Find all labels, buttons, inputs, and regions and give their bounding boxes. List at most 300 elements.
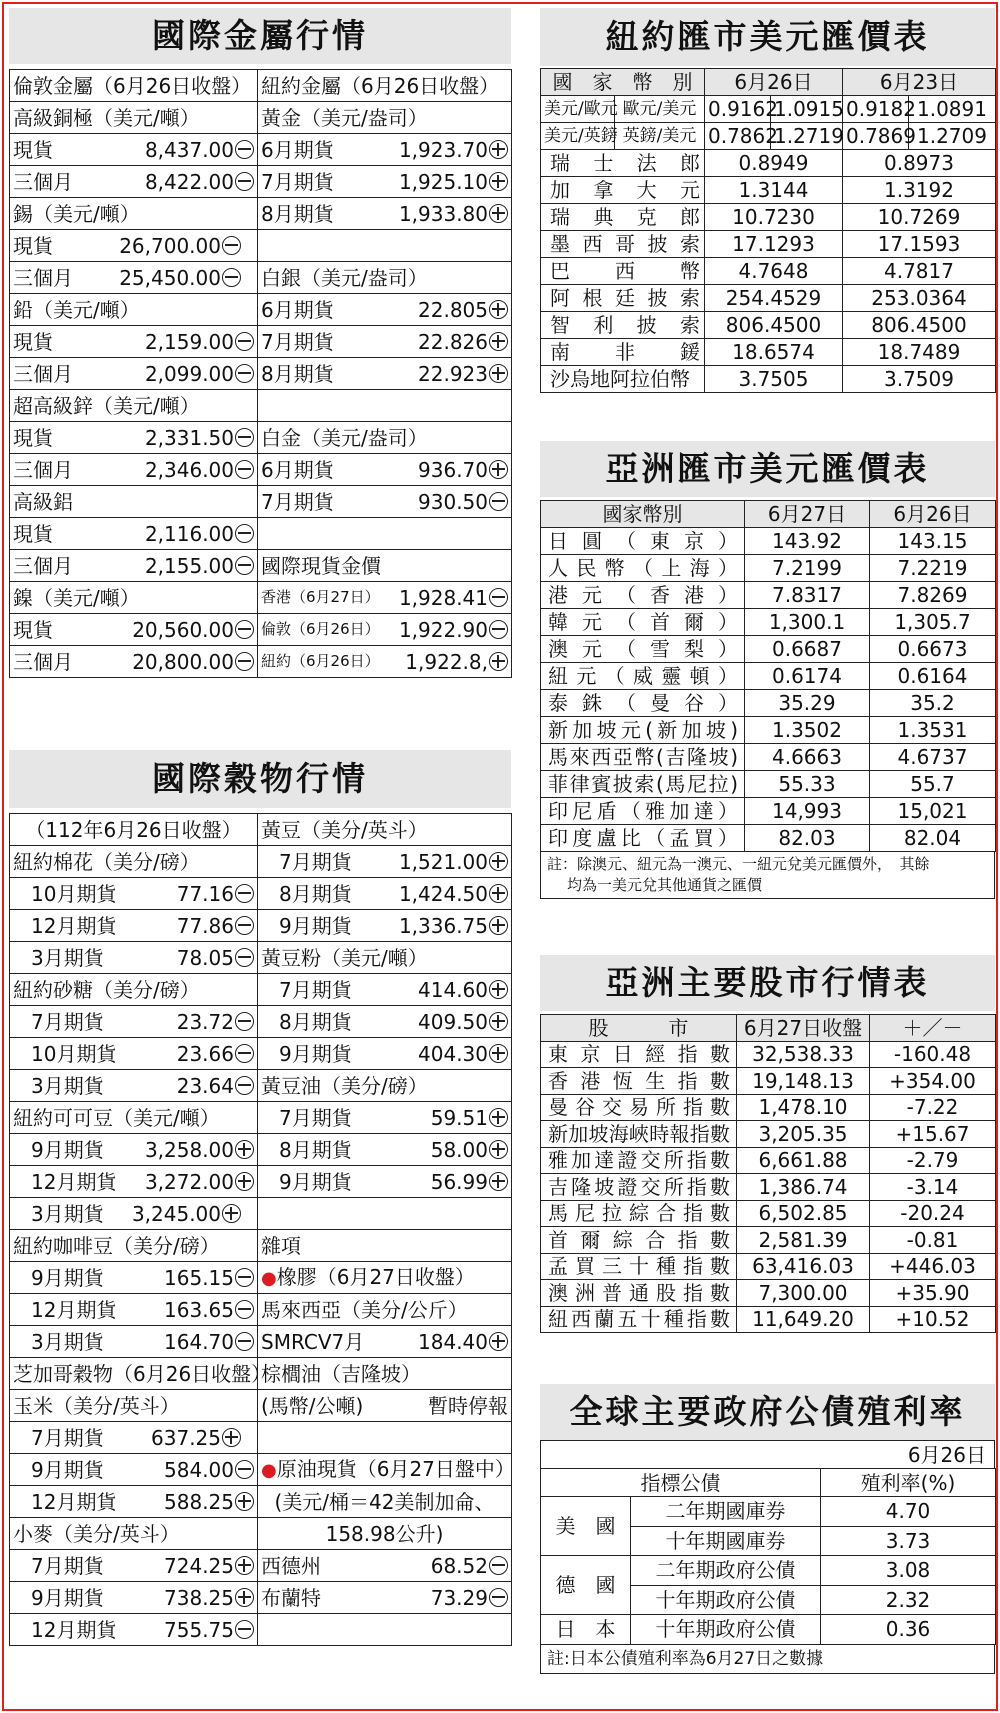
quote-label: 三個月 <box>13 361 73 386</box>
quote-label: SMRCV7月 <box>261 1329 365 1354</box>
quote-value: 936.70 <box>418 457 488 482</box>
grains-cell <box>10 1550 258 1582</box>
quote-value: 2,331.50 <box>144 425 234 450</box>
ny-fx-cell <box>843 258 996 285</box>
bonds-cell <box>821 1497 996 1527</box>
quote-label: 7月期貨 <box>31 1009 104 1034</box>
stocks-cell <box>870 1068 996 1095</box>
asia_fx-label: 馬來西亞幣(吉隆坡) <box>548 745 738 769</box>
bonds-country-label: 日 本 <box>555 1617 616 1642</box>
quote-label: 現貨 <box>13 617 53 642</box>
asia_fx-label: 印度盧比（孟買） <box>548 826 738 850</box>
grains-cell <box>258 1198 512 1230</box>
quote-label: 6月期貨 <box>261 297 334 322</box>
metals-cell <box>10 582 258 614</box>
asia_fx-cell <box>745 798 870 825</box>
quote-value: 409.50 <box>418 1009 488 1034</box>
grains-cell <box>10 1134 258 1166</box>
quote-line <box>13 1265 254 1290</box>
grains-row <box>10 1390 512 1422</box>
metals-cell <box>258 486 512 518</box>
ny-fx-pair-label: 英鎊/美元 <box>622 125 697 146</box>
quote-line <box>261 977 508 1002</box>
ny-fx-cell <box>843 366 996 393</box>
grains-cell <box>10 942 258 974</box>
quote-value: 78.05 <box>176 945 234 970</box>
grains-cell <box>258 846 512 878</box>
quote-label: 9月期貨 <box>279 1169 352 1194</box>
stocks-section <box>540 955 995 1333</box>
grains-cell <box>258 1550 512 1582</box>
quote-line <box>261 1393 508 1418</box>
quote-line <box>13 553 254 578</box>
grains-cell <box>258 1262 512 1294</box>
metals-row <box>10 134 512 166</box>
ny-fx-row <box>541 366 996 393</box>
ny-fx-cell <box>705 258 843 285</box>
ny-fx-header-cell <box>705 69 843 96</box>
stocks-row <box>541 1121 996 1148</box>
quote-line <box>13 265 241 290</box>
grains-row <box>10 1454 512 1486</box>
quote-label: 12月期貨 <box>31 1617 117 1642</box>
stocks-cell <box>737 1041 870 1068</box>
ny-fx-currency-label: 智利披索 <box>550 313 700 337</box>
stocks-cell <box>737 1121 870 1148</box>
grains-row <box>10 1550 512 1582</box>
quote-line <box>261 137 508 162</box>
asia_fx-cell <box>870 771 996 798</box>
metals-subheader: 紐約金屬（6月26日收盤） <box>261 73 500 98</box>
quote-label: 7月期貨 <box>279 1105 352 1130</box>
circle-minus-icon <box>235 1332 254 1351</box>
grains-subheader: 黃豆油（美分/磅） <box>261 1073 428 1098</box>
metals-subheader: 白金（美元/盎司） <box>261 425 428 450</box>
bonds-cell <box>821 1585 996 1615</box>
metals-subheader: 黃金（美元/盎司） <box>261 105 428 130</box>
quote-value: 414.60 <box>418 977 488 1002</box>
asia_fx-cell <box>541 744 745 771</box>
stocks-cell <box>737 1094 870 1121</box>
quote-line <box>13 137 254 162</box>
quote-line <box>261 881 508 906</box>
grains-row <box>10 1134 512 1166</box>
grains-table <box>9 813 515 1646</box>
stocks-cell <box>737 1200 870 1227</box>
quote-line <box>261 1137 508 1162</box>
stocks-cell <box>870 1253 996 1280</box>
ny-fx-cell <box>615 96 705 123</box>
quote-label: 現貨 <box>13 329 53 354</box>
quote-value: 3,258.00 <box>144 1137 234 1162</box>
grains-row <box>10 1006 512 1038</box>
ny-fx-pair-label: 美元/英鎊 <box>544 125 618 146</box>
quote-value: 738.25 <box>164 1585 234 1610</box>
ny-fx-cell <box>843 96 916 123</box>
asia_fx-value: 82.03 <box>778 826 836 850</box>
quote-line <box>261 1009 508 1034</box>
ny-fx-currency <box>541 339 705 366</box>
metals-cell <box>258 614 512 646</box>
stocks-header-label: 6月27日收盤 <box>743 1015 863 1040</box>
stocks-cell <box>541 1174 737 1201</box>
ny-fx-currency-label: 瑞士法郎 <box>550 151 700 175</box>
stocks-value: -20.24 <box>900 1201 965 1226</box>
stocks-header-label: ＋／－ <box>902 1015 963 1040</box>
stocks-cell <box>737 1174 870 1201</box>
asia_fx-cell <box>745 555 870 582</box>
stocks-row <box>541 1174 996 1201</box>
stocks-value: +35.90 <box>895 1280 970 1305</box>
grains-row <box>10 1038 512 1070</box>
quote-line <box>13 1201 241 1226</box>
circle-minus-icon <box>235 556 254 575</box>
ny-fx-cell <box>705 339 843 366</box>
metals-cell <box>10 614 258 646</box>
quote-label: 三個月 <box>13 553 73 578</box>
asia_fx-label: 澳元（雪梨） <box>548 637 738 661</box>
quote-line <box>13 1297 254 1322</box>
grains-subheader: 158.98公升) <box>325 1521 444 1546</box>
circle-plus-icon <box>489 172 508 191</box>
circle-minus-icon <box>235 524 254 543</box>
ny-fx-cell <box>705 177 843 204</box>
circle-minus-icon <box>235 1268 254 1287</box>
ny-fx-row <box>541 231 996 258</box>
grains-row <box>10 1614 512 1646</box>
asia_fx-row <box>541 555 996 582</box>
ny-fx-rate: 0.9162 <box>708 97 778 121</box>
grains-row <box>10 1262 512 1294</box>
asia_fx-cell <box>745 609 870 636</box>
grains-cell <box>258 1614 512 1646</box>
bonds-name: 二年期國庫券 <box>665 1499 786 1524</box>
grains-subheader: 小麥（美分/英斗） <box>13 1521 180 1546</box>
grains-cell <box>258 1358 512 1390</box>
quote-line <box>261 617 508 642</box>
metals-cell <box>258 454 512 486</box>
metals-cell <box>258 198 512 230</box>
asia_fx-row <box>541 528 996 555</box>
ny-fx-rate: 0.7869 <box>846 124 916 148</box>
stocks-cell <box>541 1280 737 1307</box>
quote-line <box>13 1617 254 1642</box>
metals-table <box>9 69 512 678</box>
quote-value: 588.25 <box>164 1489 234 1514</box>
ny-fx-cell <box>705 366 843 393</box>
quote-label: 7月期貨 <box>31 1553 104 1578</box>
stocks-cell <box>541 1041 737 1068</box>
stocks-cell <box>541 1121 737 1148</box>
grains-row <box>10 1486 512 1518</box>
asia_fx-cell <box>745 717 870 744</box>
ny-fx-cell <box>843 339 996 366</box>
quote-label: 7月期貨 <box>279 977 352 1002</box>
asia_fx-label: 新加坡元(新加坡) <box>548 718 738 742</box>
quote-line <box>13 649 254 674</box>
asia_fx-value: 55.7 <box>910 772 955 796</box>
asia_fx-cell <box>870 825 996 852</box>
circle-minus-icon <box>235 428 254 447</box>
metals-cell <box>10 518 258 550</box>
bonds-cell <box>821 1615 996 1645</box>
bonds-header-cell <box>821 1469 996 1497</box>
circle-plus-icon <box>235 1140 254 1159</box>
grains-cell <box>10 1102 258 1134</box>
grains-row <box>10 1166 512 1198</box>
metals-cell <box>10 230 258 262</box>
grains-subheader: 紐約可可豆（美元/噸） <box>13 1105 220 1130</box>
grains-subheader: 黃豆粉（美元/噸） <box>261 945 428 970</box>
quote-label: 3月期貨 <box>31 1329 104 1354</box>
quote-label: 8月期貨 <box>279 1009 352 1034</box>
ny-fx-currency-label: 沙烏地阿拉伯幣 <box>550 367 690 391</box>
circle-plus-icon <box>235 1588 254 1607</box>
ny-fx-cell <box>705 231 843 258</box>
asia_fx-value: 4.6737 <box>897 745 968 769</box>
ny-fx-rate: 3.7509 <box>884 367 954 391</box>
asia_fx-header-cell <box>745 501 870 528</box>
metals-subheader: 倫敦金屬（6月26日收盤） <box>13 73 252 98</box>
asia_fx-header-label: 6月26日 <box>893 502 972 526</box>
quote-value: 184.40 <box>418 1329 488 1354</box>
quote-label: 9月期貨 <box>31 1265 104 1290</box>
circle-plus-icon <box>489 300 508 319</box>
grains-cell <box>10 974 258 1006</box>
ny-fx-currency <box>541 204 705 231</box>
circle-minus-icon <box>489 588 508 607</box>
stocks-cell <box>541 1147 737 1174</box>
ny-fx-cell <box>705 204 843 231</box>
circle-plus-icon <box>222 1204 241 1223</box>
stocks-label: 香港恆生指數 <box>548 1068 730 1093</box>
ny-fx-rate: 18.7489 <box>877 340 961 364</box>
circle-minus-icon <box>489 620 508 639</box>
metals-cell <box>258 230 512 262</box>
metals-cell <box>258 390 512 422</box>
bonds-cell <box>631 1585 821 1615</box>
stocks-header-row <box>541 1015 996 1042</box>
asia_fx-cell <box>541 555 745 582</box>
quote-value: 23.66 <box>176 1041 234 1066</box>
asia_fx-value: 15,021 <box>897 799 968 823</box>
asia_fx-value: 14,993 <box>772 799 842 823</box>
metals-subheader: 國際現貨金價 <box>261 553 381 578</box>
asia_fx-row <box>541 717 996 744</box>
ny-fx-cell <box>771 123 843 150</box>
asia_fx-label: 菲律賓披索(馬尼拉) <box>548 772 738 796</box>
stocks-header-cell <box>737 1015 870 1042</box>
asia_fx-row <box>541 609 996 636</box>
metals-cell <box>10 134 258 166</box>
quote-label: 三個月 <box>13 265 73 290</box>
asia-fx-table <box>540 500 996 852</box>
asia_fx-header-label: 6月27日 <box>767 502 847 526</box>
quote-line <box>261 361 508 386</box>
stocks-cell <box>541 1200 737 1227</box>
quote-value: 637.25 <box>151 1425 221 1450</box>
stocks-row <box>541 1227 996 1254</box>
metals-cell <box>10 390 258 422</box>
stocks-row <box>541 1280 996 1307</box>
circle-minus-icon <box>235 1460 254 1479</box>
metals-row <box>10 358 512 390</box>
grains-row <box>10 1422 512 1454</box>
bonds-section <box>540 1384 995 1674</box>
quote-line <box>13 1009 254 1034</box>
asia_fx-header-label: 國家幣別 <box>602 502 683 526</box>
bonds-yield: 4.70 <box>885 1499 931 1524</box>
grains-cell <box>10 1358 272 1390</box>
ny-fx-cell <box>705 96 778 123</box>
ny-fx-row <box>541 177 996 204</box>
stocks-cell <box>870 1174 996 1201</box>
ny-fx-currency <box>541 231 705 258</box>
asia_fx-cell <box>870 609 996 636</box>
ny-fx-currency-label: 阿根廷披索 <box>550 286 700 310</box>
bullet-dot-icon: ● <box>261 1460 277 1481</box>
bonds-note: 註:日本公債殖利率為6月27日之數據 <box>540 1645 995 1674</box>
grains-cell <box>10 1614 258 1646</box>
stocks-table <box>540 1014 996 1333</box>
ny-fx-currency <box>541 150 705 177</box>
asia_fx-cell <box>745 528 870 555</box>
ny-fx-cell <box>541 96 618 123</box>
ny-fx-cell <box>615 123 705 150</box>
stocks-label: 東京日經指數 <box>548 1042 730 1067</box>
stocks-value: 6,502.85 <box>758 1201 848 1226</box>
grains-row <box>10 910 512 942</box>
stocks-value: 63,416.03 <box>752 1254 854 1279</box>
metals-cell <box>10 646 258 678</box>
ny-fx-cell <box>843 285 996 312</box>
stocks-cell <box>737 1147 870 1174</box>
grains-row <box>10 1582 512 1614</box>
metals-row <box>10 550 512 582</box>
metals-cell <box>10 102 258 134</box>
bonds-header-cell <box>541 1469 821 1497</box>
quote-value: 2,116.00 <box>144 521 234 546</box>
circle-plus-icon <box>235 1556 254 1575</box>
stocks-value: 1,386.74 <box>758 1174 848 1199</box>
metals-row <box>10 102 512 134</box>
grains-cell <box>10 1326 258 1358</box>
grains-cell <box>258 1294 512 1326</box>
quote-line <box>261 585 508 610</box>
quote-value: 755.75 <box>164 1617 234 1642</box>
quote-value: 68.52 <box>430 1553 488 1578</box>
ny-fx-pair-label: 美元/歐元 <box>544 98 618 119</box>
stocks-value: 6,661.88 <box>758 1148 848 1173</box>
ny-fx-rate: 10.7269 <box>877 205 961 229</box>
quote-label: 12月期貨 <box>31 1297 117 1322</box>
circle-plus-icon <box>489 204 508 223</box>
metals-subheader: 鉛（美元/噸） <box>13 297 140 322</box>
asia_fx-row <box>541 825 996 852</box>
quote-line <box>13 1425 241 1450</box>
ny-fx-rate: 1.3144 <box>738 178 809 202</box>
bonds-country <box>541 1556 631 1615</box>
bonds-header-label: 殖利率(%) <box>860 1470 956 1495</box>
quote-label: 8月期貨 <box>261 361 334 386</box>
quote-value: 404.30 <box>418 1041 488 1066</box>
ny-fx-row <box>541 258 996 285</box>
asia_fx-row <box>541 582 996 609</box>
grains-cell <box>258 1070 512 1102</box>
circle-plus-icon <box>489 140 508 159</box>
ny-fx-currency <box>541 366 705 393</box>
circle-plus-icon <box>235 1172 254 1191</box>
quote-value: 23.72 <box>176 1009 234 1034</box>
bonds-country-label: 美 國 <box>555 1514 616 1538</box>
quote-line <box>13 521 254 546</box>
stocks-value: 1,478.10 <box>758 1095 848 1120</box>
quote-line <box>261 457 508 482</box>
quote-value: 77.16 <box>176 881 234 906</box>
quote-label: 現貨 <box>13 521 53 546</box>
metals-cell <box>10 550 258 582</box>
quote-label: 7月期貨 <box>261 169 334 194</box>
asia_fx-cell <box>870 690 996 717</box>
stocks-value: +354.00 <box>889 1068 976 1093</box>
asia_fx-cell <box>745 744 870 771</box>
stocks-value: 2,581.39 <box>758 1227 848 1252</box>
stocks-value: -7.22 <box>906 1095 959 1120</box>
quote-line <box>261 849 508 874</box>
circle-minus-icon <box>235 884 254 903</box>
quote-label: 紐約（6月26日） <box>261 652 380 670</box>
circle-minus-icon <box>489 492 508 511</box>
asia-fx-title: 亞洲匯市美元匯價表 <box>540 441 995 497</box>
quote-label: 12月期貨 <box>31 913 117 938</box>
stocks-value: 19,148.13 <box>752 1068 854 1093</box>
quote-value: 22.923 <box>418 361 488 386</box>
asia-fx-note <box>540 852 995 899</box>
metals-subheader: 超高級鋅（美元/噸） <box>13 393 200 418</box>
bonds-yield: 0.36 <box>885 1617 931 1642</box>
quote-label: 3月期貨 <box>31 945 104 970</box>
grains-cell <box>10 846 258 878</box>
asia_fx-value: 7.2219 <box>897 556 968 580</box>
quote-label: (馬幣/公噸) <box>261 1393 364 1418</box>
bonds-cell <box>631 1615 821 1645</box>
circle-minus-icon <box>235 1076 254 1095</box>
quote-line <box>261 1553 508 1578</box>
bonds-name: 二年期政府公債 <box>655 1558 796 1583</box>
metals-subheader: 高級鋁 <box>13 489 73 514</box>
metals-row <box>10 294 512 326</box>
ny-fx-cell <box>843 123 916 150</box>
asia_fx-label: 韓元（首爾） <box>548 610 738 634</box>
bonds-row <box>541 1556 996 1586</box>
grains-cell <box>10 1198 258 1230</box>
grains-cell <box>258 1582 512 1614</box>
quote-line <box>261 1041 508 1066</box>
grains-row <box>10 1294 512 1326</box>
metals-cell <box>258 518 512 550</box>
grains-subheader: （112年6月26日收盤） <box>25 817 242 842</box>
asia_fx-cell <box>541 798 745 825</box>
quote-label: 8月期貨 <box>279 881 352 906</box>
quote-label: 倫敦（6月26日） <box>261 620 380 638</box>
quote-value: 164.70 <box>164 1329 234 1354</box>
bullet-dot-icon: ● <box>261 1268 277 1289</box>
asia_fx-cell <box>870 663 996 690</box>
quote-line <box>261 913 508 938</box>
quote-value: 2,346.00 <box>144 457 234 482</box>
circle-minus-icon <box>235 1012 254 1031</box>
asia_fx-value: 1,300.1 <box>768 610 846 634</box>
